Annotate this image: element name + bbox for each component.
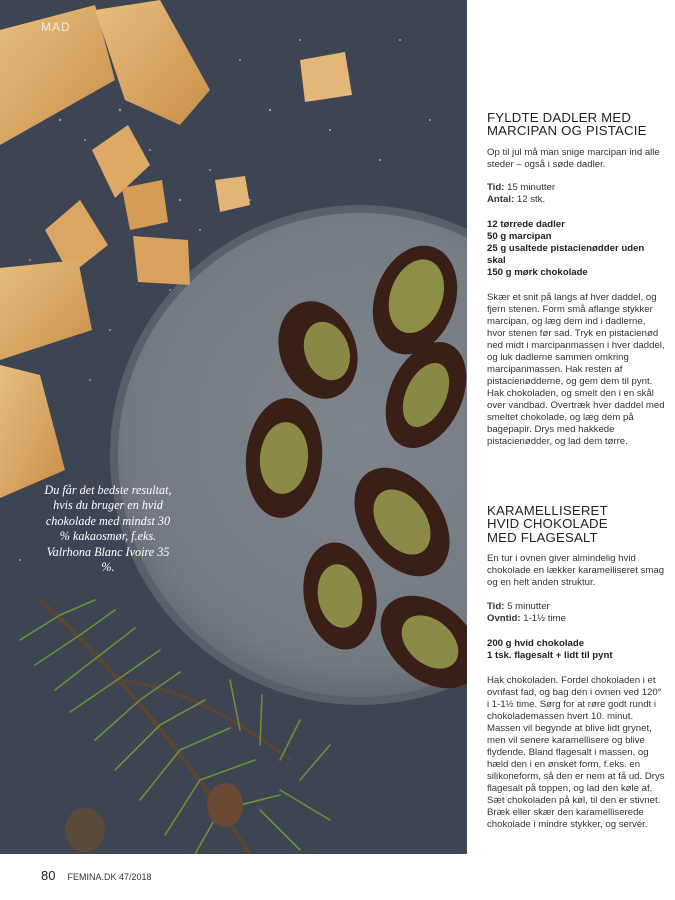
ingredient-item: 150 g mørk chokolade (487, 267, 588, 278)
photo-caption: Du får det bedste resultat, hvis du bruger en hvid chokolade med mindst 30 % kakaosmør, f.eks. Valrhona Blanc Ivoire 35 %. (44, 483, 172, 575)
recipe2-oven-label: Ovntid: (487, 613, 521, 624)
recipe2-title (487, 504, 665, 544)
recipe2-time-value: 5 minutter (504, 601, 550, 612)
recipe2-oven-value: 1-1½ time (520, 613, 566, 624)
pine-cones (65, 783, 243, 852)
ingredient-item: 1 tsk. flagesalt + lidt til pynt (487, 650, 613, 661)
recipe1-title-line2: MARCIPAN OG PISTACIE (487, 123, 647, 139)
recipe1-time-value: 15 minutter (504, 182, 556, 193)
recipe2-ingredients (487, 638, 665, 662)
recipe2-title-line3: MED FLAGESALT (487, 529, 598, 545)
ingredient-item: 12 tørrede dadler (487, 219, 565, 230)
recipe2-meta (487, 601, 665, 625)
recipe1-method: Skær et snit på langs af hver daddel, og fjern stenen. Form små aflange stykker marcipan, og læg dem ind i dadlerne, hvor stenen før sad. Tryk en pistacienød ned midt i marcipanmassen i hver daddel, og luk dadlerne sammen omkring marcipanmassen. Hak resten af pistacienødderne, og gem dem til pynt. Hak chokoladen, og smelt den i en skål over vandbad. Overtræk hver daddel med smeltet chokolade, og læg dem på bagepapir. Drys med hakkede pistacienødder, og lad dem tørre. (487, 292, 665, 447)
recipe1-intro: Op til jul må man snige marcipan ind alle steder – også i søde dadler. (487, 147, 660, 170)
recipe1-title (487, 111, 665, 138)
recipe1-ingredients (487, 219, 665, 279)
publication-info: FEMINA.DK 47/2018 (67, 872, 152, 882)
recipe1-time-label: Tid: (487, 182, 505, 193)
ingredient-item: 200 g hvid chokolade (487, 638, 585, 649)
recipe1-count-label: Antal: (487, 194, 515, 205)
recipe2-title-line2: HVID CHOKOLADE (487, 516, 608, 532)
page-footer (41, 868, 152, 883)
recipe2-intro: En tur i ovnen giver almindelig hvid chokolade en lækker karamelliseret smag og en helt anden struktur. (487, 553, 665, 588)
page-number: 80 (41, 868, 56, 883)
recipe1-meta (487, 182, 665, 206)
section-label: MAD (41, 20, 71, 34)
recipe2-time-label: Tid: (487, 601, 505, 612)
ingredient-item: 25 g usaltede pistacienødder uden skal (487, 243, 645, 266)
recipe2-title-line1: KARAMELLISERET (487, 503, 608, 518)
recipe2-method: Hak chokoladen. Fordel chokoladen i et ovnfast fad, og bag den i ovnen ved 120° i 1-1½ time. Sørg for at røre godt rundt i chokolademassen hvert 10. minut. Massen vil begynde at blive lidt grynet, men vil senere karamellisere og blive flydende. Bland flagesalt i massen, og hæld den i en ønsket form, f.eks. en silikoneform, så den er nem at få ud. Drys flagesalt på toppen, og lad den køle af. Sæt chokoladen på køl, til den er stivnet. Bræk eller skær den karamelliserede chokolade i mindre stykker, og servér. (487, 675, 665, 830)
recipe1-title-line1: FYLDTE DADLER MED (487, 110, 632, 125)
recipe1-count-value: 12 stk. (514, 194, 546, 205)
ingredient-item: 50 g marcipan (487, 231, 552, 242)
